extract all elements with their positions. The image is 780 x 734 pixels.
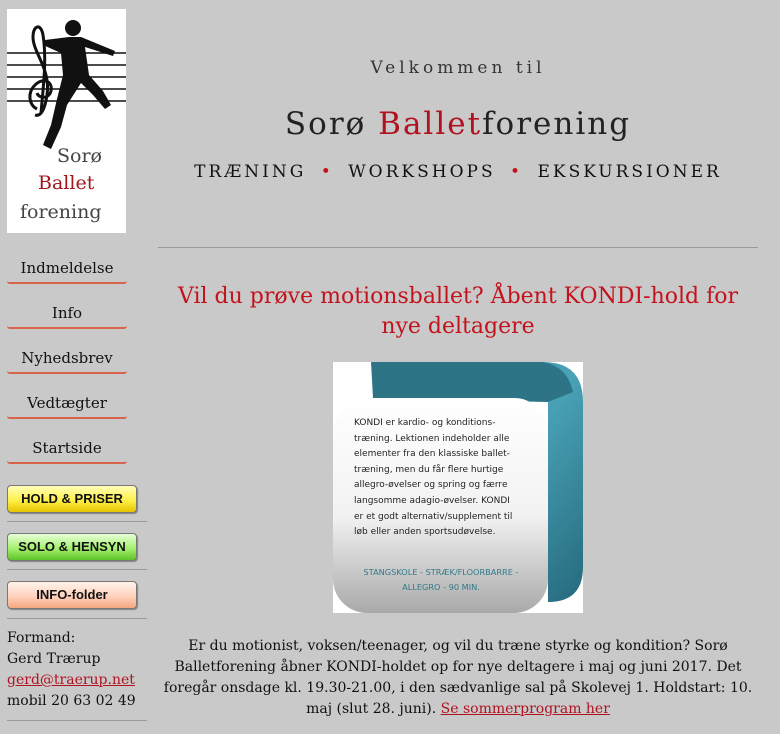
bullet-dot: • [510, 162, 524, 182]
title-ballet: Ballet [378, 106, 483, 142]
kondi-promo-image [333, 362, 583, 613]
promo-line: er et godt alternativ/supplement til [354, 511, 513, 522]
tagline [158, 162, 758, 182]
promo-footer-line: STANGSKOLE - STRÆK/FLOORBARRE - [363, 567, 519, 577]
logo-text-soro: Sorø [57, 145, 102, 167]
tag-ekskursioner: EKSKURSIONER [537, 162, 722, 182]
nav-startside[interactable]: Startside [7, 436, 127, 464]
tag-workshops: WORKSHOPS [348, 162, 496, 182]
ballet-dancer-icon [7, 9, 126, 233]
promo-line: elementer fra den klassiske ballet- [354, 449, 510, 460]
nav-indmeldelse[interactable]: Indmeldelse [7, 256, 127, 284]
sidebar-divider [7, 720, 147, 721]
sidebar-divider [7, 569, 147, 570]
page-headline: Vil du prøve motionsballet? Åbent KONDI-hold for nye deltagere [177, 284, 739, 339]
contact-name: Gerd Trærup [7, 651, 101, 667]
sommerprogram-link[interactable]: Se sommerprogram her [440, 701, 610, 717]
hold-priser-button[interactable]: HOLD & PRISER [7, 485, 137, 513]
promo-line: træning. Lektionen indeholder alle [354, 433, 510, 444]
contact-block [7, 628, 136, 712]
promo-description [354, 416, 534, 541]
tag-traening: TRÆNING [194, 162, 307, 182]
solo-hensyn-button[interactable]: SOLO & HENSYN [7, 533, 137, 561]
contact-phone: mobil 20 63 02 49 [7, 693, 136, 709]
kondi-description [160, 636, 756, 720]
site-title [158, 106, 758, 142]
promo-line: træning, men du får flere hurtige [354, 464, 504, 475]
logo-text-ballet: Ballet [38, 172, 95, 194]
sidebar-divider [7, 618, 147, 619]
nav-info[interactable]: Info [7, 301, 127, 329]
contact-role: Formand: [7, 630, 76, 646]
logo-text-forening: forening [20, 201, 102, 223]
info-folder-button[interactable]: INFO-folder [7, 581, 137, 609]
bullet-dot: • [320, 162, 334, 182]
nav-vedtaegter[interactable]: Vedtægter [7, 391, 127, 419]
promo-line: KONDI er kardio- og konditions- [354, 418, 496, 428]
promo-footer-line: ALLEGRO - 90 MIN. [402, 582, 480, 592]
promo-line: løb eller anden sportsudøvelse. [354, 527, 496, 538]
header-divider [158, 247, 758, 248]
contact-email-link[interactable]: gerd@traerup.net [7, 672, 135, 688]
promo-line: langsomme adagio-øvelser. KONDI [354, 495, 510, 506]
nav-nyhedsbrev[interactable]: Nyhedsbrev [7, 346, 127, 374]
kondi-body: Er du motionist, voksen/teenager, og vil du træne styrke og kondition? Sorø Balletforening åbner KONDI-holdet op for nye deltagere i maj og juni 2017. Det foregår onsdage kl. 19.30-21.00, i den sædvanlige sal på Skolevej 1. Holdstart: 10. maj (slut 28. juni). [163, 638, 753, 717]
title-forening: forening [482, 106, 632, 142]
title-soro: Sorø [284, 106, 379, 142]
promo-footer [345, 565, 537, 595]
sidebar-divider [7, 521, 147, 522]
promo-line: allegro-øvelser og spring og færre [354, 480, 508, 491]
welcome-text: Velkommen til [370, 58, 546, 78]
site-logo[interactable] [7, 9, 126, 233]
